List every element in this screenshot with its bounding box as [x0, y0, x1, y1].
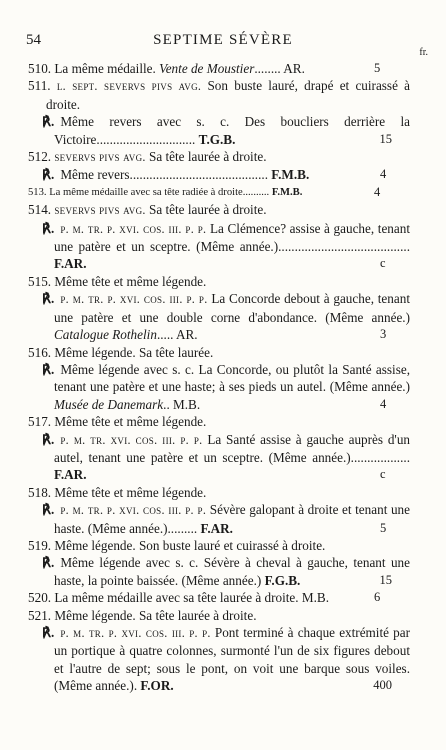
metal-size: F.AR. [200, 520, 233, 536]
reverse-description: ℟. p. m. tr. p. xvi. cos. iii. p. p. Sévère galopant à droite et tenant une haste. (Même année.)......... F.AR. 5 [42, 502, 410, 536]
entry-number: 519. [28, 537, 52, 553]
entry-text: Même tête et même légende. [54, 484, 207, 500]
entry-text: La Santé assise à gauche auprès d'un autel, tenant une patère et un sceptre. (Même année.).................. [54, 431, 411, 465]
entry-text: Même revers avec s. c. Des boucliers derrière la Victoire.............................. [54, 114, 410, 147]
reverse-symbol: ℟. [42, 114, 55, 130]
entry-text: Même légende. Son buste lauré et cuirassé à droite. [54, 537, 326, 553]
price-francs: 15 [379, 131, 392, 146]
reverse-description [42, 554, 410, 589]
reverse-symbol: ℟. [42, 167, 55, 183]
entry-number: 516. [28, 344, 52, 360]
entry-number: 512. [28, 149, 52, 165]
entry-text: Même tête et même légende. [54, 414, 207, 430]
entry-text: La Clémence? assise à gauche, tenant une patère et un sceptre. (Même année.)........................................ [54, 220, 411, 255]
reverse-description: ℟. Même revers.......................................... F.M.B. 4 [42, 167, 387, 183]
entry-text: La même médaille avec sa tête laurée à droite. M.B. [54, 590, 329, 606]
source-reference: Catalogue Rothelin [54, 327, 157, 343]
coin-legend: severvs pivs avg. [54, 203, 146, 218]
metal-size: F.G.B. [264, 572, 301, 588]
entry-text: Sévère galopant à droite et tenant une haste. (Même année.)......... [54, 502, 410, 536]
metal-size: F.AR. [54, 467, 87, 483]
catalogue-entry [28, 484, 410, 501]
coin-legend: p. m. tr. p. xvi. cos. iii. p. p. [60, 292, 208, 307]
coin-legend: severvs pivs avg. [54, 150, 146, 165]
entry-text: Son buste lauré, drapé et cuirassé à droite. [46, 78, 411, 112]
price-column-label: fr. [419, 47, 428, 58]
entry-text: Même légende. Sa tête laurée. [54, 344, 214, 360]
reverse-description: ℟. Même légende avec s. c. La Concorde, ou plutôt la Santé assise, tenant une patère et une haste; à ses pieds un autel. (Même année.) Musée de Danemark.. M.B. 4 [42, 361, 410, 412]
entry-text: Même légende avec s. c. La Concorde, ou plutôt la Santé assise, tenant une patère et une haste; à ses pieds un autel. (Même année.) [54, 361, 410, 395]
reverse-symbol: ℟. [42, 555, 55, 571]
catalogue-entry [28, 413, 410, 430]
reverse-description: ℟. p. m. tr. p. xvi. cos. iii. p. p. La Clémence? assise à gauche, tenant une patère et un sceptre. (Même année.)........................................ F.AR. c [42, 220, 411, 272]
entry-text: Même revers.......................................... [60, 167, 268, 183]
entry-text: Sa tête laurée à droite. [145, 149, 267, 165]
metal-size: F.M.B. [271, 167, 310, 183]
reverse-symbol: ℟. [42, 291, 55, 307]
price-francs: 15 [379, 572, 392, 587]
reverse-description: ℟. p. m. tr. p. xvi. cos. iii. p. p. La Concorde debout à gauche, tenant une patère et une double corne d'abondance. (Même année.) Catalogue Rothelin..... AR. 3 [42, 291, 410, 343]
source-reference: Vente de Moustier [159, 61, 255, 76]
coin-legend: p. m. tr. xvi. cos. iii. p. p. [60, 432, 203, 447]
entry-text: La même médaille avec sa tête radiée à droite.......... [49, 186, 270, 198]
catalogue-entry [28, 273, 410, 290]
catalogue-entry [28, 148, 410, 166]
entry-text: Même légende avec s. c. Sévère à cheval à gauche, tenant une haste, la pointe baissée. (Même année.) [54, 555, 410, 588]
entry-text: La Concorde debout à gauche, tenant une patère et une double corne d'abondance. (Même année.) [54, 291, 410, 325]
entry-text-tail: ........ AR. [254, 61, 305, 76]
catalogue-entry [28, 537, 410, 554]
reverse-symbol: ℟. [42, 361, 55, 377]
entry-number: 511. [28, 78, 51, 94]
entry-number: 510. [28, 61, 52, 76]
catalogue-entries [0, 60, 446, 695]
entry-text-tail: .. M.B. [163, 396, 201, 412]
entry-number: 520. [28, 590, 52, 606]
catalogue-entry: 510. La même médaille. Vente de Moustier........ AR. 5 [28, 61, 381, 76]
entry-text: Même tête et même légende. [54, 273, 207, 289]
entry-number: 515. [28, 273, 52, 289]
catalogue-entry [28, 344, 410, 361]
entry-number: 517. [28, 414, 52, 430]
reverse-description [42, 624, 410, 695]
entry-number: 514. [28, 202, 52, 218]
coin-legend: l. sept. severvs pivs avg. [56, 79, 202, 94]
entry-text: Pont terminé à chaque extrémité par un portique à quatre colonnes, surmonté l'un de six figures debout et l'autre de sept; sous le pont, on voit une barque sous voiles. (Même année.). [54, 625, 410, 694]
metal-size: F.M.B. [271, 186, 303, 198]
entry-text: Même légende. Sa tête laurée à droite. [54, 607, 257, 623]
entry-text-tail: ..... AR. [156, 327, 198, 343]
catalogue-entry [28, 607, 410, 624]
entry-text: La même médaille. [54, 61, 160, 76]
metal-size: F.AR. [54, 256, 87, 272]
catalogue-entry: 520. La même médaille avec sa tête laurée à droite. M.B. 6 [28, 590, 381, 606]
reverse-symbol: ℟. [42, 625, 55, 640]
entry-number: 521. [28, 607, 52, 623]
running-title: SEPTIME SÉVÈRE [153, 32, 293, 48]
entry-text: Sa tête laurée à droite. [145, 202, 267, 218]
metal-size: T.G.B. [198, 131, 236, 147]
source-reference: Musée de Danemark [54, 396, 164, 412]
entry-number: 513. [28, 186, 47, 198]
page-number: 54 [26, 32, 41, 48]
coin-legend: p. m. tr. p. xvi. cos. iii. p. p. [60, 503, 207, 518]
price-francs: 400 [373, 678, 392, 693]
reverse-description: ℟. p. m. tr. xvi. cos. iii. p. p. La Santé assise à gauche auprès d'un autel, tenant une patère et un sceptre. (Même année.).................. F.AR. c [42, 431, 411, 483]
metal-size: F.OR. [140, 678, 174, 694]
reverse-symbol: ℟. [42, 502, 55, 518]
catalogue-entry [28, 201, 410, 219]
catalogue-entry: 513. La même médaille avec sa tête radiée à droite.......... F.M.B. 4 [28, 184, 381, 199]
catalogue-entry [28, 77, 410, 113]
coin-legend: p. m. tr. p. xvi. cos. iii. p. p. [60, 626, 211, 640]
reverse-description [42, 113, 410, 148]
coin-legend: p. m. tr. p. xvi. cos. iii. p. p. [60, 221, 207, 236]
entry-number: 518. [28, 484, 52, 500]
reverse-symbol: ℟. [42, 431, 55, 447]
reverse-symbol: ℟. [42, 220, 55, 236]
